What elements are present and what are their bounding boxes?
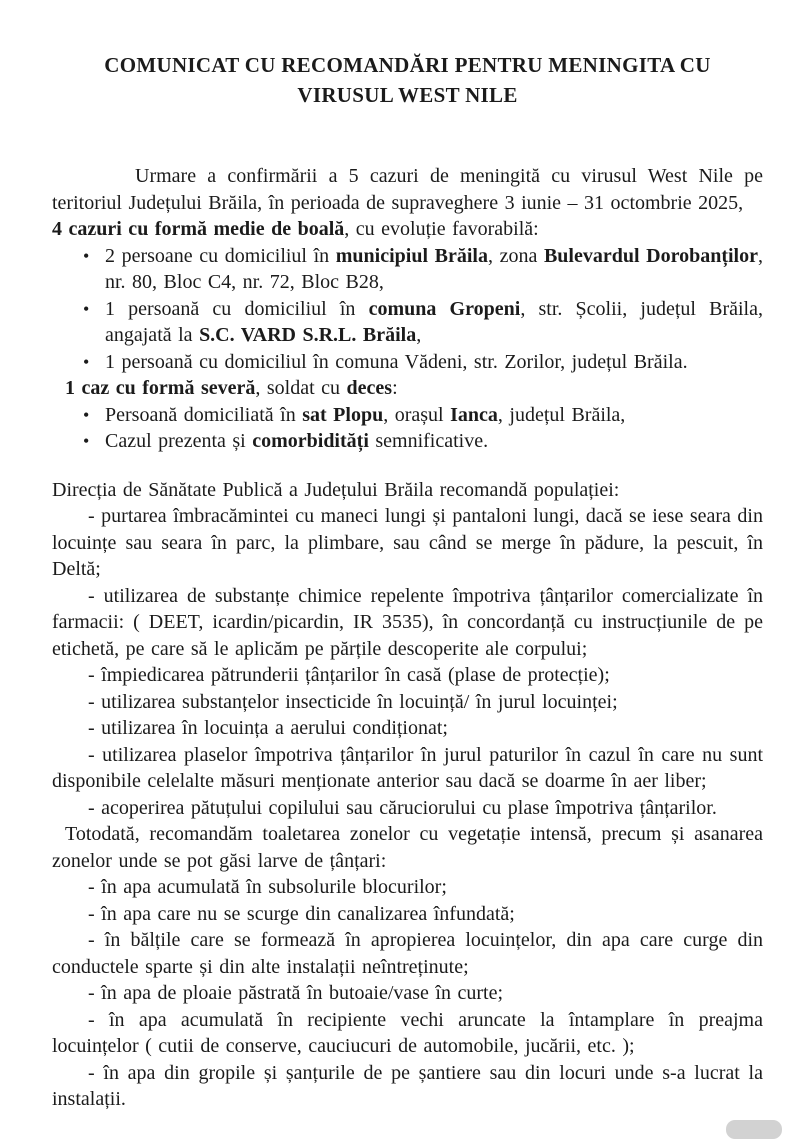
text-segment: Urmare a confirmării a 5 cazuri de meningită cu virusul West Nile pe teritoriul Județului Brăila, în perioada de supraveghere 3 iunie – 31 octombrie 2025, — [52, 165, 763, 214]
paragraph-text — [88, 982, 503, 1004]
text-segment: , zona — [487, 244, 544, 267]
paragraph — [52, 821, 763, 874]
paragraph-text — [52, 218, 539, 240]
bullet-list-item — [52, 402, 763, 429]
paragraph — [52, 715, 763, 742]
paragraph-text — [52, 744, 763, 793]
paragraph-text — [88, 903, 515, 925]
text-segment: , nr. 80, Bloc C4, nr. 72, Bloc B28, — [105, 244, 763, 293]
paragraph-text — [88, 876, 447, 898]
document-body — [52, 163, 763, 1113]
paragraph — [52, 901, 763, 928]
text-segment: - purtarea îmbracămintei cu maneci lungi și pantaloni lungi, dacă se iese seara din locuințe sau seara în parc, la plimbare, sau când se merge în pădure, la pescuit, în Deltă; — [52, 505, 763, 580]
bullet-marker-icon: • — [83, 245, 90, 266]
text-segment: , orașul — [383, 403, 451, 426]
document-title-line-2: VIRUSUL WEST NILE — [297, 83, 518, 107]
text-segment: Direcția de Sănătate Publică a Județului Brăila recomandă populației: — [52, 478, 620, 501]
paragraph — [52, 477, 763, 504]
text-segment: semnificative. — [368, 430, 489, 452]
paragraph — [52, 689, 763, 716]
text-segment: - în apa din gropile și șanțurile de pe șantiere sau din locuri unde s-a lucrat la instalații. — [52, 1061, 763, 1110]
text-segment: : — [392, 377, 398, 399]
text-segment: - acoperirea pătuțului copilului sau căruciorului cu plase împotriva țânțarilor. — [88, 796, 717, 819]
text-segment: - utilizarea plaselor împotriva țânțarilor în jurul paturilor în cazul în care nu sunt disponibile celelalte măsuri menționate anterior sau dacă se doarme în aer liber; — [52, 743, 763, 792]
bold-text-segment: Ianca — [450, 403, 498, 426]
bullet-marker-icon: • — [83, 404, 90, 425]
paragraph — [52, 583, 763, 663]
paragraph-text — [52, 165, 763, 214]
paragraph-text — [88, 664, 610, 686]
bullet-list-item — [52, 243, 763, 296]
text-segment: - utilizarea de substanțe chimice repelente împotriva țânțarilor comercializate în farmacii: ( DEET, icardin/picardin, IR 3535), în concordanță cu instrucțiunile de pe etichetă, pe care să le aplicăm pe părțile descoperite ale corpului; — [52, 584, 763, 660]
text-segment: Cazul prezenta și — [105, 430, 253, 452]
text-segment: - în apa care nu se scurge din canalizarea înfundată; — [88, 902, 515, 925]
paragraph — [52, 874, 763, 901]
paragraph-text — [52, 929, 763, 978]
bold-text-segment: comuna Gropeni — [368, 297, 521, 320]
bold-text-segment: 1 caz cu formă severă — [65, 377, 256, 399]
paragraph-text — [105, 245, 763, 294]
paragraph-text — [105, 351, 688, 373]
text-segment: Persoană domiciliată în — [105, 403, 303, 426]
paragraph-text — [88, 797, 717, 819]
bold-text-segment: deces — [346, 377, 393, 399]
paragraph — [52, 1060, 763, 1113]
bullet-list-item — [52, 349, 763, 376]
text-segment: , cu evoluție favorabilă: — [344, 218, 539, 240]
bold-text-segment: sat Plopu — [302, 403, 384, 426]
document-title — [52, 50, 763, 110]
paragraph — [52, 375, 763, 402]
text-segment: 1 persoană cu domiciliul în comuna Vădeni, str. Zorilor, județul Brăila. — [105, 350, 688, 373]
bullet-list-item — [52, 296, 763, 349]
bullet-list-item — [52, 428, 763, 455]
text-segment: - în apa de ploaie păstrată în butoaie/vase în curte; — [88, 982, 504, 1004]
document-title-line-1: COMUNICAT CU RECOMANDĂRI PENTRU MENINGITA CU — [104, 53, 711, 77]
bullet-marker-icon: • — [83, 351, 90, 372]
paragraph-text — [52, 585, 763, 660]
paragraph-text — [88, 691, 618, 713]
bullet-marker-icon: • — [83, 431, 90, 451]
paragraph — [52, 503, 763, 583]
bold-text-segment: 4 cazuri cu formă medie de boală — [52, 218, 345, 240]
text-segment: - în bălțile care se formează în apropierea locuințelor, din apa care curge din conductele sparte și din alte instalații neîntreținute; — [52, 929, 763, 978]
paragraph-spacer — [52, 455, 763, 477]
text-segment: - împiedicarea pătrunderii țânțarilor în casă (plase de protecție); — [88, 664, 610, 686]
paragraph — [52, 980, 763, 1007]
text-segment: , str. Școlii, județul Brăila, angajată la — [105, 297, 763, 346]
text-segment: - utilizarea substanțelor insecticide în locuință/ în jurul locuinței; — [88, 690, 618, 713]
paragraph — [52, 927, 763, 980]
paragraph-text — [105, 430, 488, 452]
paragraph-text — [52, 505, 763, 580]
bold-text-segment: S.C. VARD S.R.L. Brăila — [199, 324, 417, 346]
paragraph-text — [52, 1009, 763, 1058]
bold-text-segment: municipiul Brăila — [335, 244, 488, 267]
paragraph — [52, 216, 763, 243]
paragraph — [52, 1007, 763, 1060]
paragraph — [52, 163, 763, 216]
text-segment: - în apa acumulată în subsolurile blocurilor; — [88, 876, 447, 898]
paragraph — [52, 795, 763, 822]
paragraph-text — [65, 377, 398, 399]
text-segment: , soldat cu — [255, 377, 347, 399]
paragraph-text — [88, 717, 448, 739]
bold-text-segment: Bulevardul Dorobanților — [543, 244, 758, 267]
paragraph-text — [52, 479, 619, 501]
bold-text-segment: comorbidități — [252, 430, 369, 452]
text-segment: 1 persoană cu domiciliul în — [105, 297, 369, 320]
paragraph — [52, 742, 763, 795]
text-segment: - în apa acumulată în recipiente vechi aruncate la întamplare în preajma locuințelor ( cutii de conserve, cauciucuri de automobile, jucării, etc. ); — [52, 1008, 763, 1057]
text-segment: 2 persoane cu domiciliul în — [105, 244, 336, 267]
paragraph-text — [105, 298, 763, 347]
text-segment: , — [416, 324, 422, 346]
text-segment: - utilizarea în locuința a aerului condiționat; — [88, 717, 448, 739]
text-segment: , județul Brăila, — [497, 403, 626, 426]
bullet-marker-icon: • — [83, 298, 90, 319]
paragraph — [52, 662, 763, 689]
paragraph-text — [52, 823, 763, 872]
paragraph-text — [105, 404, 625, 426]
text-segment: Totodată, recomandăm toaletarea zonelor cu vegetație intensă, precum și asanarea zonelor unde se pot găsi larve de țânțari: — [52, 823, 763, 872]
paragraph-text — [52, 1062, 763, 1111]
